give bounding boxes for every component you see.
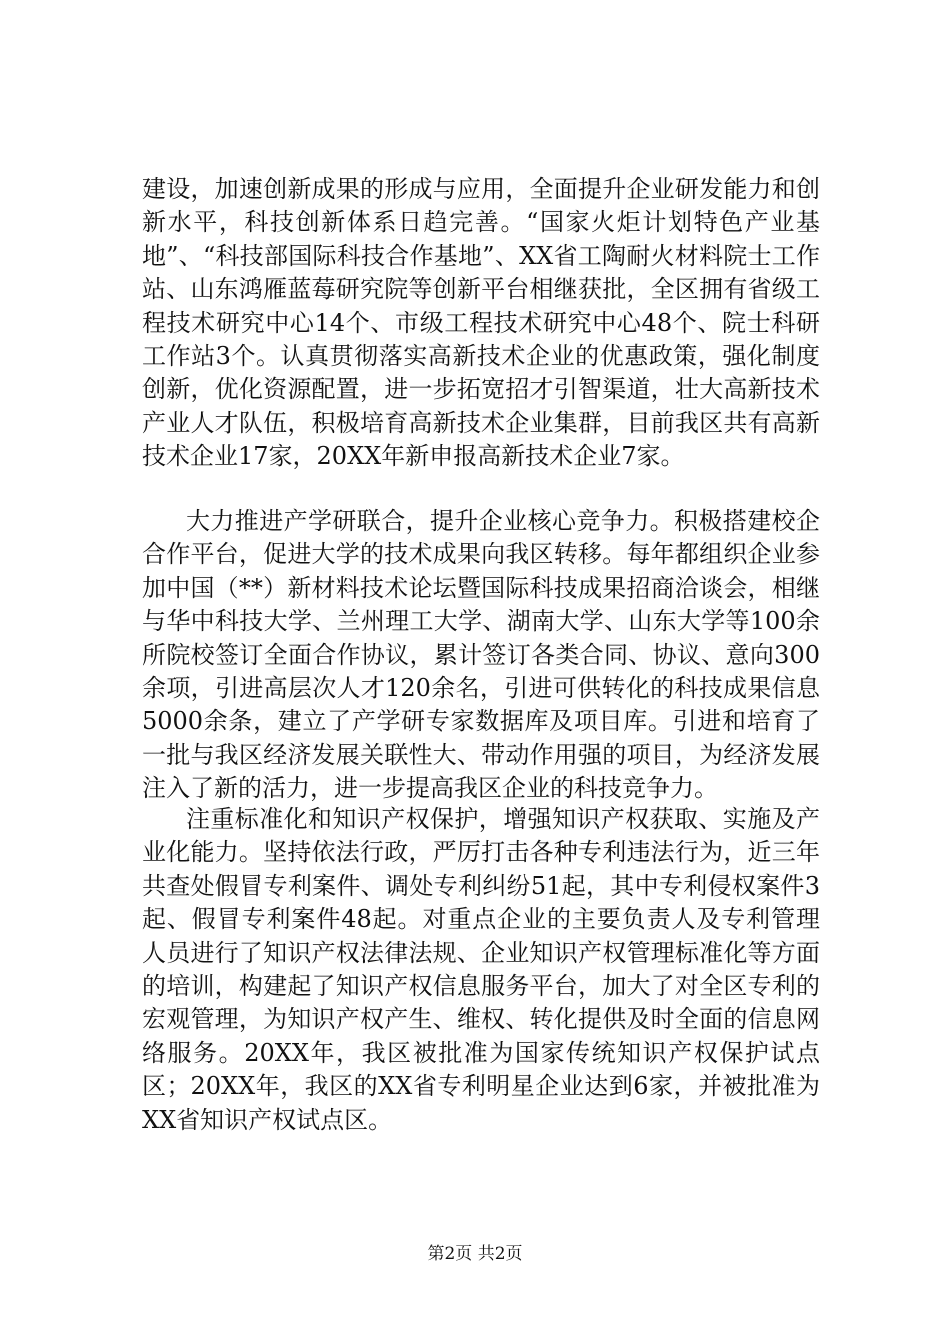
body-paragraph-2: 大力推进产学研联合，提升企业核心竞争力。积极搭建校企合作平台，促进大学的技术成果向我区转移。每年都组织企业参加中国（**）新材料技术论坛暨国际科技成果招商洽谈会，相继与华中科技大学、兰州理工大学、湖南大学、山东大学等100余所院校签订全面合作协议，累计签订各类合同、协议、意向300余项，引进高层次人才120余名，引进可供转化的科技成果信息5000余条，建立了产学研专家数据库及项目库。引进和培育了一批与我区经济发展关联性大、带动作用强的项目，为经济发展注入了新的活力，进一步提高我区企业的科技竞争力。: [142, 507, 820, 803]
page-number-footer: 第2页 共2页: [427, 1244, 523, 1264]
body-paragraph-1: 建设，加速创新成果的形成与应用，全面提升企业研发能力和创新水平，科技创新体系日趋完善。“国家火炬计划特色产业基地”、“科技部国际科技合作基地”、XX省工陶耐火材料院士工作站、山东鸿雁蓝莓研究院等创新平台相继获批，全区拥有省级工程技术研究中心14个、市级工程技术研究中心48个、院士科研工作站3个。认真贯彻落实高新技术企业的优惠政策，强化制度创新，优化资源配置，进一步拓宽招才引智渠道，壮大高新技术产业人才队伍，积极培育高新技术企业集群，目前我区共有高新技术企业17家，20XX年新申报高新技术企业7家。: [142, 175, 820, 471]
body-paragraph-3: 注重标准化和知识产权保护，增强知识产权获取、实施及产业化能力。坚持依法行政，严厉打击各种专利违法行为，近三年共查处假冒专利案件、调处专利纠纷51起，其中专利侵权案件3起、假冒专利案件48起。对重点企业的主要负责人及专利管理人员进行了知识产权法律法规、企业知识产权管理标准化等方面的培训，构建起了知识产权信息服务平台，加大了对全区专利的宏观管理，为知识产权产生、维权、转化提供及时全面的信息网络服务。20XX年，我区被批准为国家传统知识产权保护试点区；20XX年，我区的XX省专利明星企业达到6家，并被批准为XX省知识产权试点区。: [142, 805, 820, 1134]
